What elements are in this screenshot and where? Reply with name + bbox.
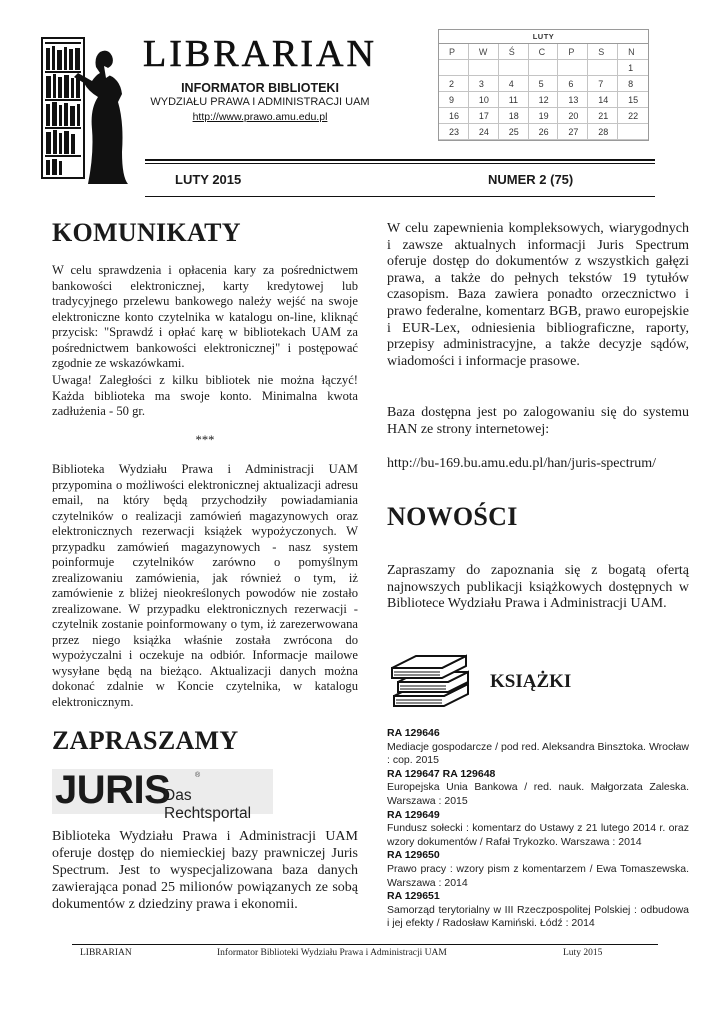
calendar-day-header: S bbox=[588, 44, 618, 60]
calendar-day: 22 bbox=[618, 108, 648, 124]
newsletter-subtitle: INFORMATOR BIBLIOTEKI bbox=[181, 81, 339, 95]
calendar-day: 4 bbox=[499, 76, 529, 92]
juris-description-paragraph: W celu zapewnienia kompleksowych, wiarygodnych i zawsze aktualnych informacji Juris Spectrum oferuje dostęp do dokumentów z wszystkich gałęzi prawa, a także do pełnych tekstów 19 tytułów czasopism. Baza zawiera ponadto orzecznictwo i prawo federalne, komentarz BGB, prawo europejskie i EUR-Lex, odniesienia bibliograficzne, raporty, przepisy administracyjne, a także decyzje sądów, wiadomości i informacje prasowe. bbox=[387, 221, 689, 369]
faculty-name: WYDZIAŁU PRAWA I ADMINISTRACJI UAM bbox=[150, 96, 370, 108]
juris-logo-trademark: ® bbox=[195, 772, 201, 779]
faculty-website-link[interactable]: http://www.prawo.amu.edu.pl bbox=[192, 111, 328, 123]
juris-logo bbox=[52, 768, 273, 822]
komunikaty-paragraph-3: Biblioteka Wydziału Prawa i Administracji UAM przypomina o możliwości elektronicznej aktualizacji adresu email, na który będą przychodziły powiadamiania czytelników o realizacji zamówień magazynowych oraz elektronicznych rezerwacji książek wypożyczonych. W przypadku zamówień magazynowych - nasz system poinformuje czytelników zarówno o pomyślnym zrealizowaniu zamówienia, jak również o tym, iż zamówienie z bliżej nieokreślonych powodów nie zostało zrealizowane. W przypadku elektronicznych rezerwacji - czytelnik zostanie poinformowany o tym, iż zarezerwowana przez niego książka właśnie została zwrócona do wypożyczalni i oczekuje na odbiór. Informacje mailowe wysyłane będą na bieżąco. Aktualizacji danych można dokonać zdalnie w Koncie czytelnika, w katalogu elektronicznym. bbox=[52, 462, 358, 709]
book-call-number: RA 129650 bbox=[387, 849, 440, 862]
calendar-day-header: N bbox=[618, 44, 648, 60]
juris-logo-tagline: Das Rechtsportal bbox=[164, 787, 252, 822]
calendar-day: 7 bbox=[588, 76, 618, 92]
list-item bbox=[387, 849, 689, 890]
calendar-day: 23 bbox=[439, 124, 469, 140]
header-rule-thick bbox=[145, 159, 655, 161]
calendar-day: 20 bbox=[558, 108, 588, 124]
issue-date: LUTY 2015 bbox=[175, 172, 242, 187]
calendar-day: 24 bbox=[469, 124, 499, 140]
calendar-day: 15 bbox=[618, 92, 648, 108]
calendar-day: 25 bbox=[499, 124, 529, 140]
calendar-day: 6 bbox=[558, 76, 588, 92]
books-subheading: KSIĄŻKI bbox=[490, 671, 572, 692]
book-description: Mediacje gospodarcze / pod red. Aleksandra Binsztoka. Wrocław : cop. 2015 bbox=[387, 740, 689, 767]
calendar-day bbox=[558, 60, 588, 76]
calendar-day-header: C bbox=[529, 44, 559, 60]
komunikaty-paragraph-1: W celu sprawdzenia i opłacenia kary za pośrednictwem bankowości elektronicznej, karty kredytowej lub tradycyjnego przelewu bankowego należy wejść na swoje elektroniczne konto czytelnika w katalogu on-line, kliknąć przycisk: "Sprawdź i opłać karę w bibliotekach UAM za pośrednictwem bankowości elektronicznej" i postępować zgodnie ze wskazówkami. bbox=[52, 263, 358, 370]
calendar-day: 3 bbox=[469, 76, 499, 92]
footer-right: Luty 2015 bbox=[563, 948, 603, 958]
footer-rule bbox=[72, 944, 658, 945]
calendar-day bbox=[499, 60, 529, 76]
header-rule-thin bbox=[145, 163, 655, 164]
list-item bbox=[387, 727, 689, 768]
list-item bbox=[387, 768, 689, 809]
book-stack-icon bbox=[388, 646, 474, 714]
calendar-day: 14 bbox=[588, 92, 618, 108]
juris-logo-word: JURIS bbox=[55, 768, 171, 812]
calendar-day-header: W bbox=[469, 44, 499, 60]
calendar-day bbox=[469, 60, 499, 76]
footer-center: Informator Biblioteki Wydziału Prawa i Administracji UAM bbox=[217, 948, 447, 958]
calendar-day: 13 bbox=[558, 92, 588, 108]
komunikaty-heading: KOMUNIKATY bbox=[52, 218, 241, 247]
calendar-day: 10 bbox=[469, 92, 499, 108]
calendar-day: 5 bbox=[529, 76, 559, 92]
section-separator: *** bbox=[195, 433, 215, 447]
calendar-day: 16 bbox=[439, 108, 469, 124]
calendar-day bbox=[439, 60, 469, 76]
footer-left: LIBRARIAN bbox=[80, 948, 132, 958]
calendar-day: 1 bbox=[618, 60, 648, 76]
calendar-day: 12 bbox=[529, 92, 559, 108]
nowosci-paragraph: Zapraszamy do zapoznania się z bogatą ofertą najnowszych publikacji książkowych dostępnych w Bibliotece Wydziału Prawa i Administracji UAM. bbox=[387, 563, 689, 612]
book-call-number: RA 129651 bbox=[387, 890, 440, 903]
issue-number: NUMER 2 (75) bbox=[488, 172, 574, 187]
calendar-day-header: Ś bbox=[499, 44, 529, 60]
calendar-day: 27 bbox=[558, 124, 588, 140]
calendar-grid bbox=[439, 44, 648, 140]
calendar-day: 28 bbox=[588, 124, 618, 140]
calendar-day bbox=[588, 60, 618, 76]
calendar-day: 21 bbox=[588, 108, 618, 124]
issue-rule bbox=[145, 196, 655, 197]
book-description: Samorząd terytorialny w III Rzeczpospolitej Polskiej : odbudowa i jej efekty / Radosław Kamiński. Łódź : 2014 bbox=[387, 903, 689, 930]
juris-access-link[interactable]: http://bu-169.bu.amu.edu.pl/han/juris-spectrum/ bbox=[387, 456, 657, 471]
month-calendar bbox=[438, 29, 649, 141]
book-description: Fundusz sołecki : komentarz do Ustawy z 21 lutego 2014 r. oraz wzory dokumentów / Rafał Trykozko. Warszawa : 2014 bbox=[387, 822, 689, 848]
calendar-day: 19 bbox=[529, 108, 559, 124]
calendar-day: 8 bbox=[618, 76, 648, 92]
book-call-number: RA 129646 bbox=[387, 727, 440, 739]
komunikaty-paragraph-2: Uwaga! Zaległości z kilku bibliotek nie można łączyć! Każda biblioteka ma swoje konto. Minimalna kwota zadłużenia - 50 gr. bbox=[52, 373, 358, 418]
calendar-day-header: P bbox=[439, 44, 469, 60]
list-item bbox=[387, 809, 689, 850]
calendar-day: 9 bbox=[439, 92, 469, 108]
calendar-day: 18 bbox=[499, 108, 529, 124]
calendar-day: 11 bbox=[499, 92, 529, 108]
juris-access-paragraph: Baza dostępna jest po zalogowaniu się do systemu HAN ze strony internetowej: bbox=[387, 405, 689, 437]
calendar-day: 26 bbox=[529, 124, 559, 140]
librarian-illustration bbox=[40, 32, 132, 187]
calendar-day-header: P bbox=[558, 44, 588, 60]
list-item bbox=[387, 890, 689, 931]
calendar-month-title: LUTY bbox=[439, 30, 648, 44]
calendar-day: 2 bbox=[439, 76, 469, 92]
new-books-list bbox=[387, 727, 689, 931]
calendar-day bbox=[529, 60, 559, 76]
newsletter-title: LIBRARIAN bbox=[143, 33, 377, 75]
nowosci-heading: NOWOŚCI bbox=[387, 502, 518, 531]
calendar-day: 17 bbox=[469, 108, 499, 124]
calendar-day bbox=[618, 124, 648, 140]
book-call-number: RA 129649 bbox=[387, 808, 440, 821]
book-description: Europejska Unia Bankowa / red. nauk. Małgorzata Zaleska. Warszawa : 2015 bbox=[387, 781, 689, 807]
book-description: Prawo pracy : wzory pism z komentarzem / Ewa Tomaszewska. Warszawa : 2014 bbox=[387, 862, 689, 889]
zapraszamy-heading: ZAPRASZAMY bbox=[52, 726, 239, 755]
book-call-number: RA 129647 RA 129648 bbox=[387, 767, 496, 780]
zapraszamy-paragraph: Biblioteka Wydziału Prawa i Administracji UAM oferuje dostęp do niemieckiej bazy prawniczej Juris Spectrum. Jest to wyspecjalizowana baza danych zawierająca ponad 25 milionów powiązanych ze sobą dokumentów z dziedziny prawa i ekonomii. bbox=[52, 829, 358, 912]
